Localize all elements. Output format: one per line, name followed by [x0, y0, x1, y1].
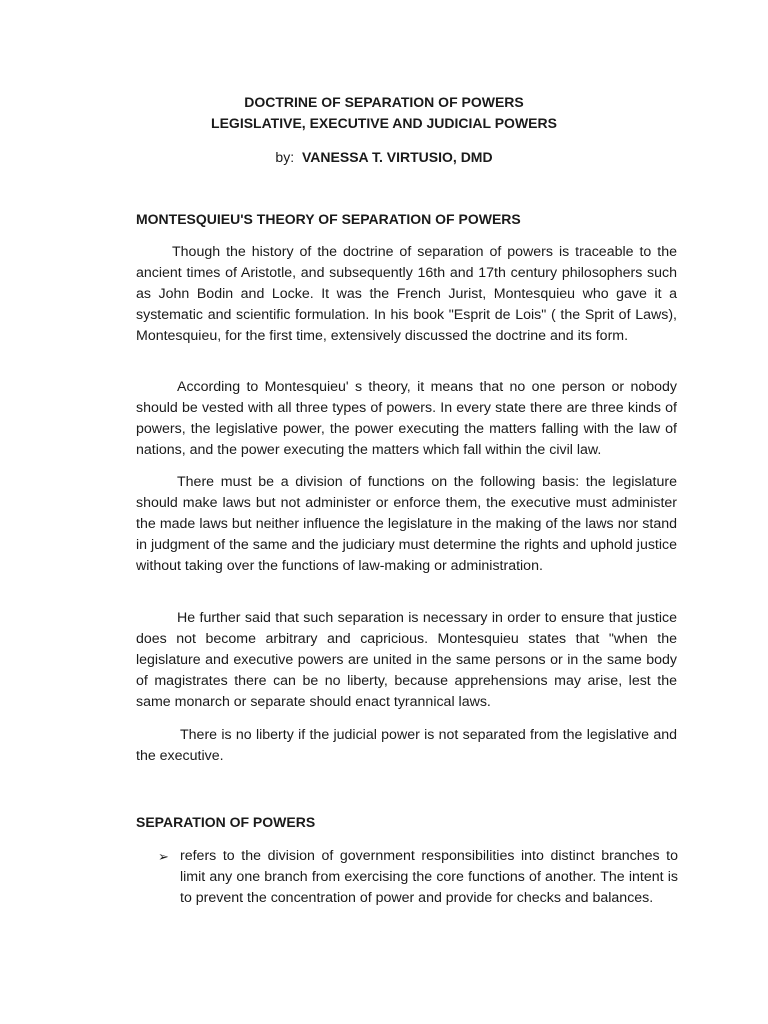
arrow-bullet-icon: ➢: [158, 849, 169, 864]
paragraph: According to Montesquieu' s theory, it means that no one person or nobody should be vested with all three types of powers. In every state there are three kinds of powers, the legislative power, the power executing the matters falling with the law of nations, and the power executing the matters which fall within the civil law.: [136, 379, 677, 458]
author-name: VANESSA T. VIRTUSIO, DMD: [302, 149, 493, 165]
section-heading-montesquieu: MONTESQUIEU'S THEORY OF SEPARATION OF POWERS: [136, 211, 521, 227]
bullet-list-item: [158, 846, 678, 909]
document-subtitle: LEGISLATIVE, EXECUTIVE AND JUDICIAL POWERS: [211, 115, 557, 131]
paragraph: There must be a division of functions on the following basis: the legislature should make laws but not administer or enforce them, the executive must administer the made laws but neither influence the legislature in the making of the laws nor stand in judgment of the same and the judiciary must determine the rights and uphold justice without taking over the functions of law-making or administration.: [136, 474, 678, 574]
byline: [0, 147, 768, 167]
paragraph: He further said that such separation is necessary in order to ensure that justice does not become arbitrary and capricious. Montesquieu states that "when the legislature and executive powers are united in the same persons or in the same body of magistrates there can be no liberty, because apprehensions may arise, lest the same monarch or separate should enact tyrannical laws.: [136, 610, 677, 710]
paragraph: There is no liberty if the judicial power is not separated from the legislative and the executive.: [136, 727, 677, 764]
bullet-text: refers to the division of government responsibilities into distinct branches to limit any one branch from exercising the core functions of another. The intent is to prevent the concentration of power and provide for checks and balances.: [180, 848, 678, 906]
document-title: DOCTRINE OF SEPARATION OF POWERS: [244, 94, 524, 110]
paragraph: Though the history of the doctrine of separation of powers is traceable to the ancient times of Aristotle, and subsequently 16th and 17th century philosophers such as John Bodin and Locke. It was the French Jurist, Montesquieu who gave it a systematic and scientific formulation. In his book "Esprit de Lois" ( the Sprit of Laws), Montesquieu, for the first time, extensively discussed the doctrine and its form.: [136, 244, 677, 344]
byline-prefix: by:: [275, 149, 295, 165]
section-heading-separation-of-powers: SEPARATION OF POWERS: [136, 814, 316, 830]
